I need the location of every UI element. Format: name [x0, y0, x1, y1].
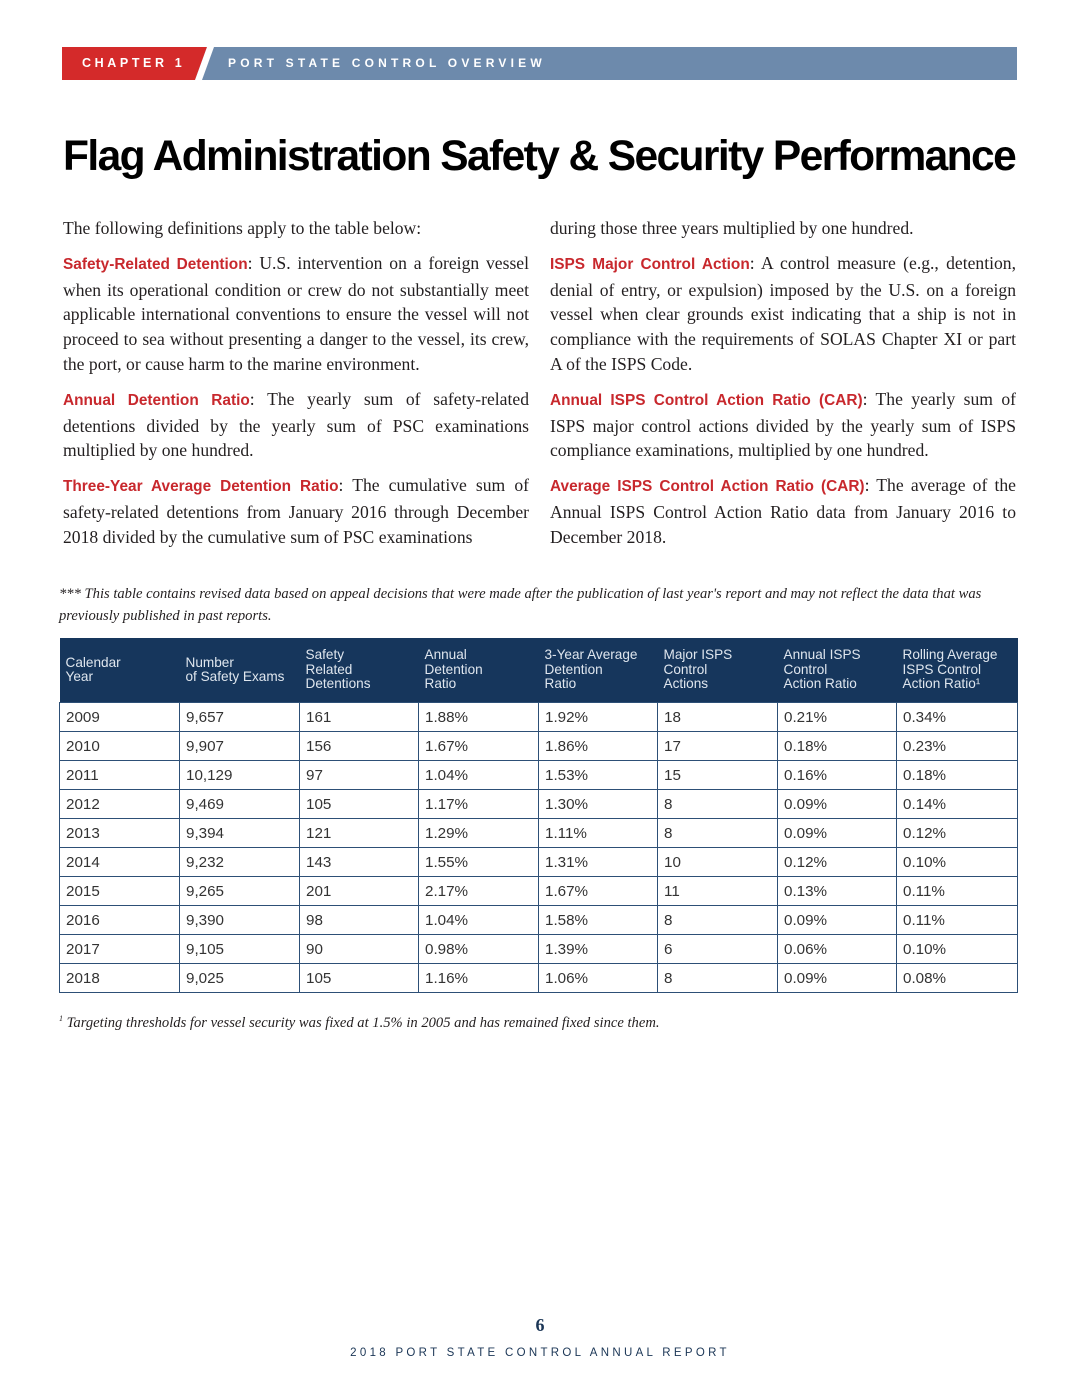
definition-paragraph — [550, 473, 1016, 549]
table-cell: 8 — [658, 819, 778, 848]
table-cell: 10,129 — [180, 761, 300, 790]
table-cell: 9,907 — [180, 732, 300, 761]
definition-text: : U.S. intervention on a foreign vessel when its operational condition or crew do not substantially meet applicable international conventions to ensure the vessel will not proceed to sea without presenting a danger to the vessel, its crew, the port, or cause harm to the marine environment. — [63, 252, 529, 374]
definition-term: Three-Year Average Detention Ratio — [63, 478, 339, 496]
column-header — [419, 638, 539, 703]
table-cell: 1.58% — [539, 906, 658, 935]
table-cell: 2010 — [60, 732, 180, 761]
report-footer: 2018 PORT STATE CONTROL ANNUAL REPORT — [350, 1347, 730, 1359]
table-cell: 0.10% — [897, 935, 1018, 964]
table-cell: 0.12% — [897, 819, 1018, 848]
definition-term: ISPS Major Control Action — [550, 255, 750, 273]
table-cell: 1.55% — [419, 848, 539, 877]
column-header-line: Control — [783, 661, 828, 677]
table-cell: 2014 — [60, 848, 180, 877]
table-cell: 9,469 — [180, 790, 300, 819]
table-note: *** This table contains revised data based on appeal decisions that were made after the publication of last year's report and may not reflect the data that was previously published in past reports. — [59, 586, 982, 624]
table-cell: 0.08% — [897, 964, 1018, 993]
column-header-line: Calendar — [65, 654, 121, 670]
table-row — [60, 732, 1018, 761]
table-cell: 9,657 — [180, 703, 300, 732]
column-header — [658, 638, 778, 703]
table-cell: 98 — [300, 906, 419, 935]
table-row — [60, 877, 1018, 906]
table-cell: 0.10% — [897, 848, 1018, 877]
table-cell: 2009 — [60, 703, 180, 732]
table-cell: 2011 — [60, 761, 180, 790]
table-row — [60, 761, 1018, 790]
column-header-line: of Safety Exams — [185, 669, 285, 684]
column-header-line: Detention — [544, 661, 603, 677]
column-header-line: Ratio — [544, 676, 577, 692]
table-row — [60, 935, 1018, 964]
table-row — [60, 703, 1018, 732]
column-header-line: Rolling Average — [902, 647, 998, 663]
table-cell: 1.29% — [419, 819, 539, 848]
table-cell: 1.30% — [539, 790, 658, 819]
table-cell: 0.09% — [778, 906, 897, 935]
definition-paragraph — [550, 251, 1016, 377]
table-cell: 1.11% — [539, 819, 658, 848]
table-cell: 1.67% — [419, 732, 539, 761]
column-header-line: Annual ISPS — [783, 647, 861, 663]
table-cell: 1.88% — [419, 703, 539, 732]
table-cell: 1.53% — [539, 761, 658, 790]
definition-continuation: during those three years multiplied by one hundred. — [550, 218, 914, 238]
table-cell: 2016 — [60, 906, 180, 935]
column-header-line: Ratio — [424, 676, 457, 692]
table-cell: 1.04% — [419, 761, 539, 790]
table-cell: 121 — [300, 819, 419, 848]
table-row — [60, 790, 1018, 819]
performance-table — [59, 638, 1018, 993]
column-header-line: Related — [305, 661, 353, 677]
definition-text: : The average of the Annual ISPS Control Action Ratio data from January 2016 to December 2018. — [550, 475, 1016, 547]
table-cell: 2018 — [60, 964, 180, 993]
column-header-line: Detention — [424, 661, 483, 677]
definition-term: Average ISPS Control Action Ratio (CAR) — [550, 478, 865, 496]
table-cell: 8 — [658, 790, 778, 819]
column-header — [60, 638, 180, 703]
column-header-line: ISPS Control — [902, 661, 982, 677]
table-cell: 0.18% — [897, 761, 1018, 790]
column-header-line: Action Ratio — [783, 676, 857, 692]
table-cell: 2012 — [60, 790, 180, 819]
table-cell: 0.98% — [419, 935, 539, 964]
table-cell: 0.09% — [778, 819, 897, 848]
table-cell: 161 — [300, 703, 419, 732]
table-cell: 0.13% — [778, 877, 897, 906]
definition-text: : The yearly sum of safety-related detentions divided by the yearly sum of PSC examinations multiplied by one hundred. — [63, 388, 529, 461]
table-cell: 201 — [300, 877, 419, 906]
definition-text: : The yearly sum of ISPS major control actions divided by the yearly sum of ISPS compliance examinations, multiplied by one hundred. — [550, 388, 1016, 461]
table-cell: 9,232 — [180, 848, 300, 877]
table-cell: 9,265 — [180, 877, 300, 906]
definition-term: Safety-Related Detention — [63, 255, 248, 273]
table-cell: 156 — [300, 732, 419, 761]
table-cell: 9,105 — [180, 935, 300, 964]
table-body — [60, 703, 1018, 993]
table-cell: 0.23% — [897, 732, 1018, 761]
table-cell: 1.67% — [539, 877, 658, 906]
table-row — [60, 848, 1018, 877]
footnote-text: Targeting thresholds for vessel security was fixed at 1.5% in 2005 and has remained fixed since them. — [63, 1014, 660, 1031]
table-cell: 1.86% — [539, 732, 658, 761]
table-cell: 17 — [658, 732, 778, 761]
column-header — [300, 638, 419, 703]
table-cell: 8 — [658, 964, 778, 993]
column-header-line: 3-Year Average — [544, 647, 638, 663]
definition-term: Annual Detention Ratio — [63, 391, 250, 409]
footnote — [59, 1014, 660, 1032]
table-cell: 105 — [300, 964, 419, 993]
intro-text: The following definitions apply to the table below: — [63, 218, 422, 238]
table-cell: 2013 — [60, 819, 180, 848]
definitions-left-column — [63, 216, 529, 560]
column-header — [539, 638, 658, 703]
table-cell: 1.16% — [419, 964, 539, 993]
definition-paragraph — [63, 473, 529, 549]
table-cell: 1.31% — [539, 848, 658, 877]
definition-text: : A control measure (e.g., detention, denial of entry, or expulsion) imposed by the U.S. on a foreign vessel when clear grounds exist indicating that a ship is not in compliance with the requirements of SOLAS Chapter XI or part A of the ISPS Code. — [550, 252, 1016, 374]
table-cell: 2015 — [60, 877, 180, 906]
table-cell: 0.06% — [778, 935, 897, 964]
definitions-right-column — [550, 216, 1016, 560]
table-cell: 1.17% — [419, 790, 539, 819]
table-cell: 0.21% — [778, 703, 897, 732]
table-cell: 18 — [658, 703, 778, 732]
column-header-line: Number — [185, 654, 234, 670]
table-cell: 0.14% — [897, 790, 1018, 819]
section-label: PORT STATE CONTROL OVERVIEW — [228, 56, 546, 70]
table-row — [60, 819, 1018, 848]
column-header — [897, 638, 1018, 703]
table-cell: 10 — [658, 848, 778, 877]
table-cell: 0.18% — [778, 732, 897, 761]
table-cell: 9,390 — [180, 906, 300, 935]
table-cell: 11 — [658, 877, 778, 906]
column-header-line: Action Ratio¹ — [902, 676, 981, 692]
chapter-label: CHAPTER 1 — [82, 56, 186, 70]
column-header-line: Detentions — [305, 676, 371, 692]
column-header-line: Actions — [663, 676, 709, 692]
column-header-line: Major ISPS — [663, 647, 733, 663]
table-row — [60, 964, 1018, 993]
page-title: Flag Administration Safety & Security Performance — [63, 133, 1016, 180]
table-cell: 97 — [300, 761, 419, 790]
page-number: 6 — [535, 1315, 545, 1335]
definition-paragraph — [63, 387, 529, 463]
table-header-row — [60, 638, 1018, 703]
chapter-header-band — [62, 47, 1017, 80]
table-cell: 0.12% — [778, 848, 897, 877]
table-cell: 0.34% — [897, 703, 1018, 732]
table-cell: 0.09% — [778, 964, 897, 993]
definition-paragraph — [63, 251, 529, 377]
table-row — [60, 906, 1018, 935]
definition-paragraph — [550, 387, 1016, 463]
column-header-line: Safety — [305, 647, 345, 663]
table-cell: 0.16% — [778, 761, 897, 790]
table-cell: 0.11% — [897, 906, 1018, 935]
table-cell: 1.39% — [539, 935, 658, 964]
table-cell: 6 — [658, 935, 778, 964]
table-cell: 90 — [300, 935, 419, 964]
table-cell: 9,025 — [180, 964, 300, 993]
footnote-marker: 1 — [59, 1014, 63, 1023]
table-cell: 1.92% — [539, 703, 658, 732]
column-header-line: Control — [663, 661, 708, 677]
table-cell: 15 — [658, 761, 778, 790]
column-header — [778, 638, 897, 703]
table-cell: 143 — [300, 848, 419, 877]
column-header-line: Annual — [424, 647, 467, 663]
definition-text: : The cumulative sum of safety-related detentions from January 2016 through December 2018 divided by the cumulative sum of PSC examinations — [63, 475, 529, 547]
table-cell: 1.04% — [419, 906, 539, 935]
table-cell: 2.17% — [419, 877, 539, 906]
table-cell: 1.06% — [539, 964, 658, 993]
table-cell: 0.09% — [778, 790, 897, 819]
table-cell: 8 — [658, 906, 778, 935]
definition-term: Annual ISPS Control Action Ratio (CAR) — [550, 391, 863, 409]
table-cell: 105 — [300, 790, 419, 819]
table-cell: 0.11% — [897, 877, 1018, 906]
column-header — [180, 638, 300, 703]
column-header-line: Year — [65, 669, 93, 684]
table-cell: 9,394 — [180, 819, 300, 848]
table-cell: 2017 — [60, 935, 180, 964]
